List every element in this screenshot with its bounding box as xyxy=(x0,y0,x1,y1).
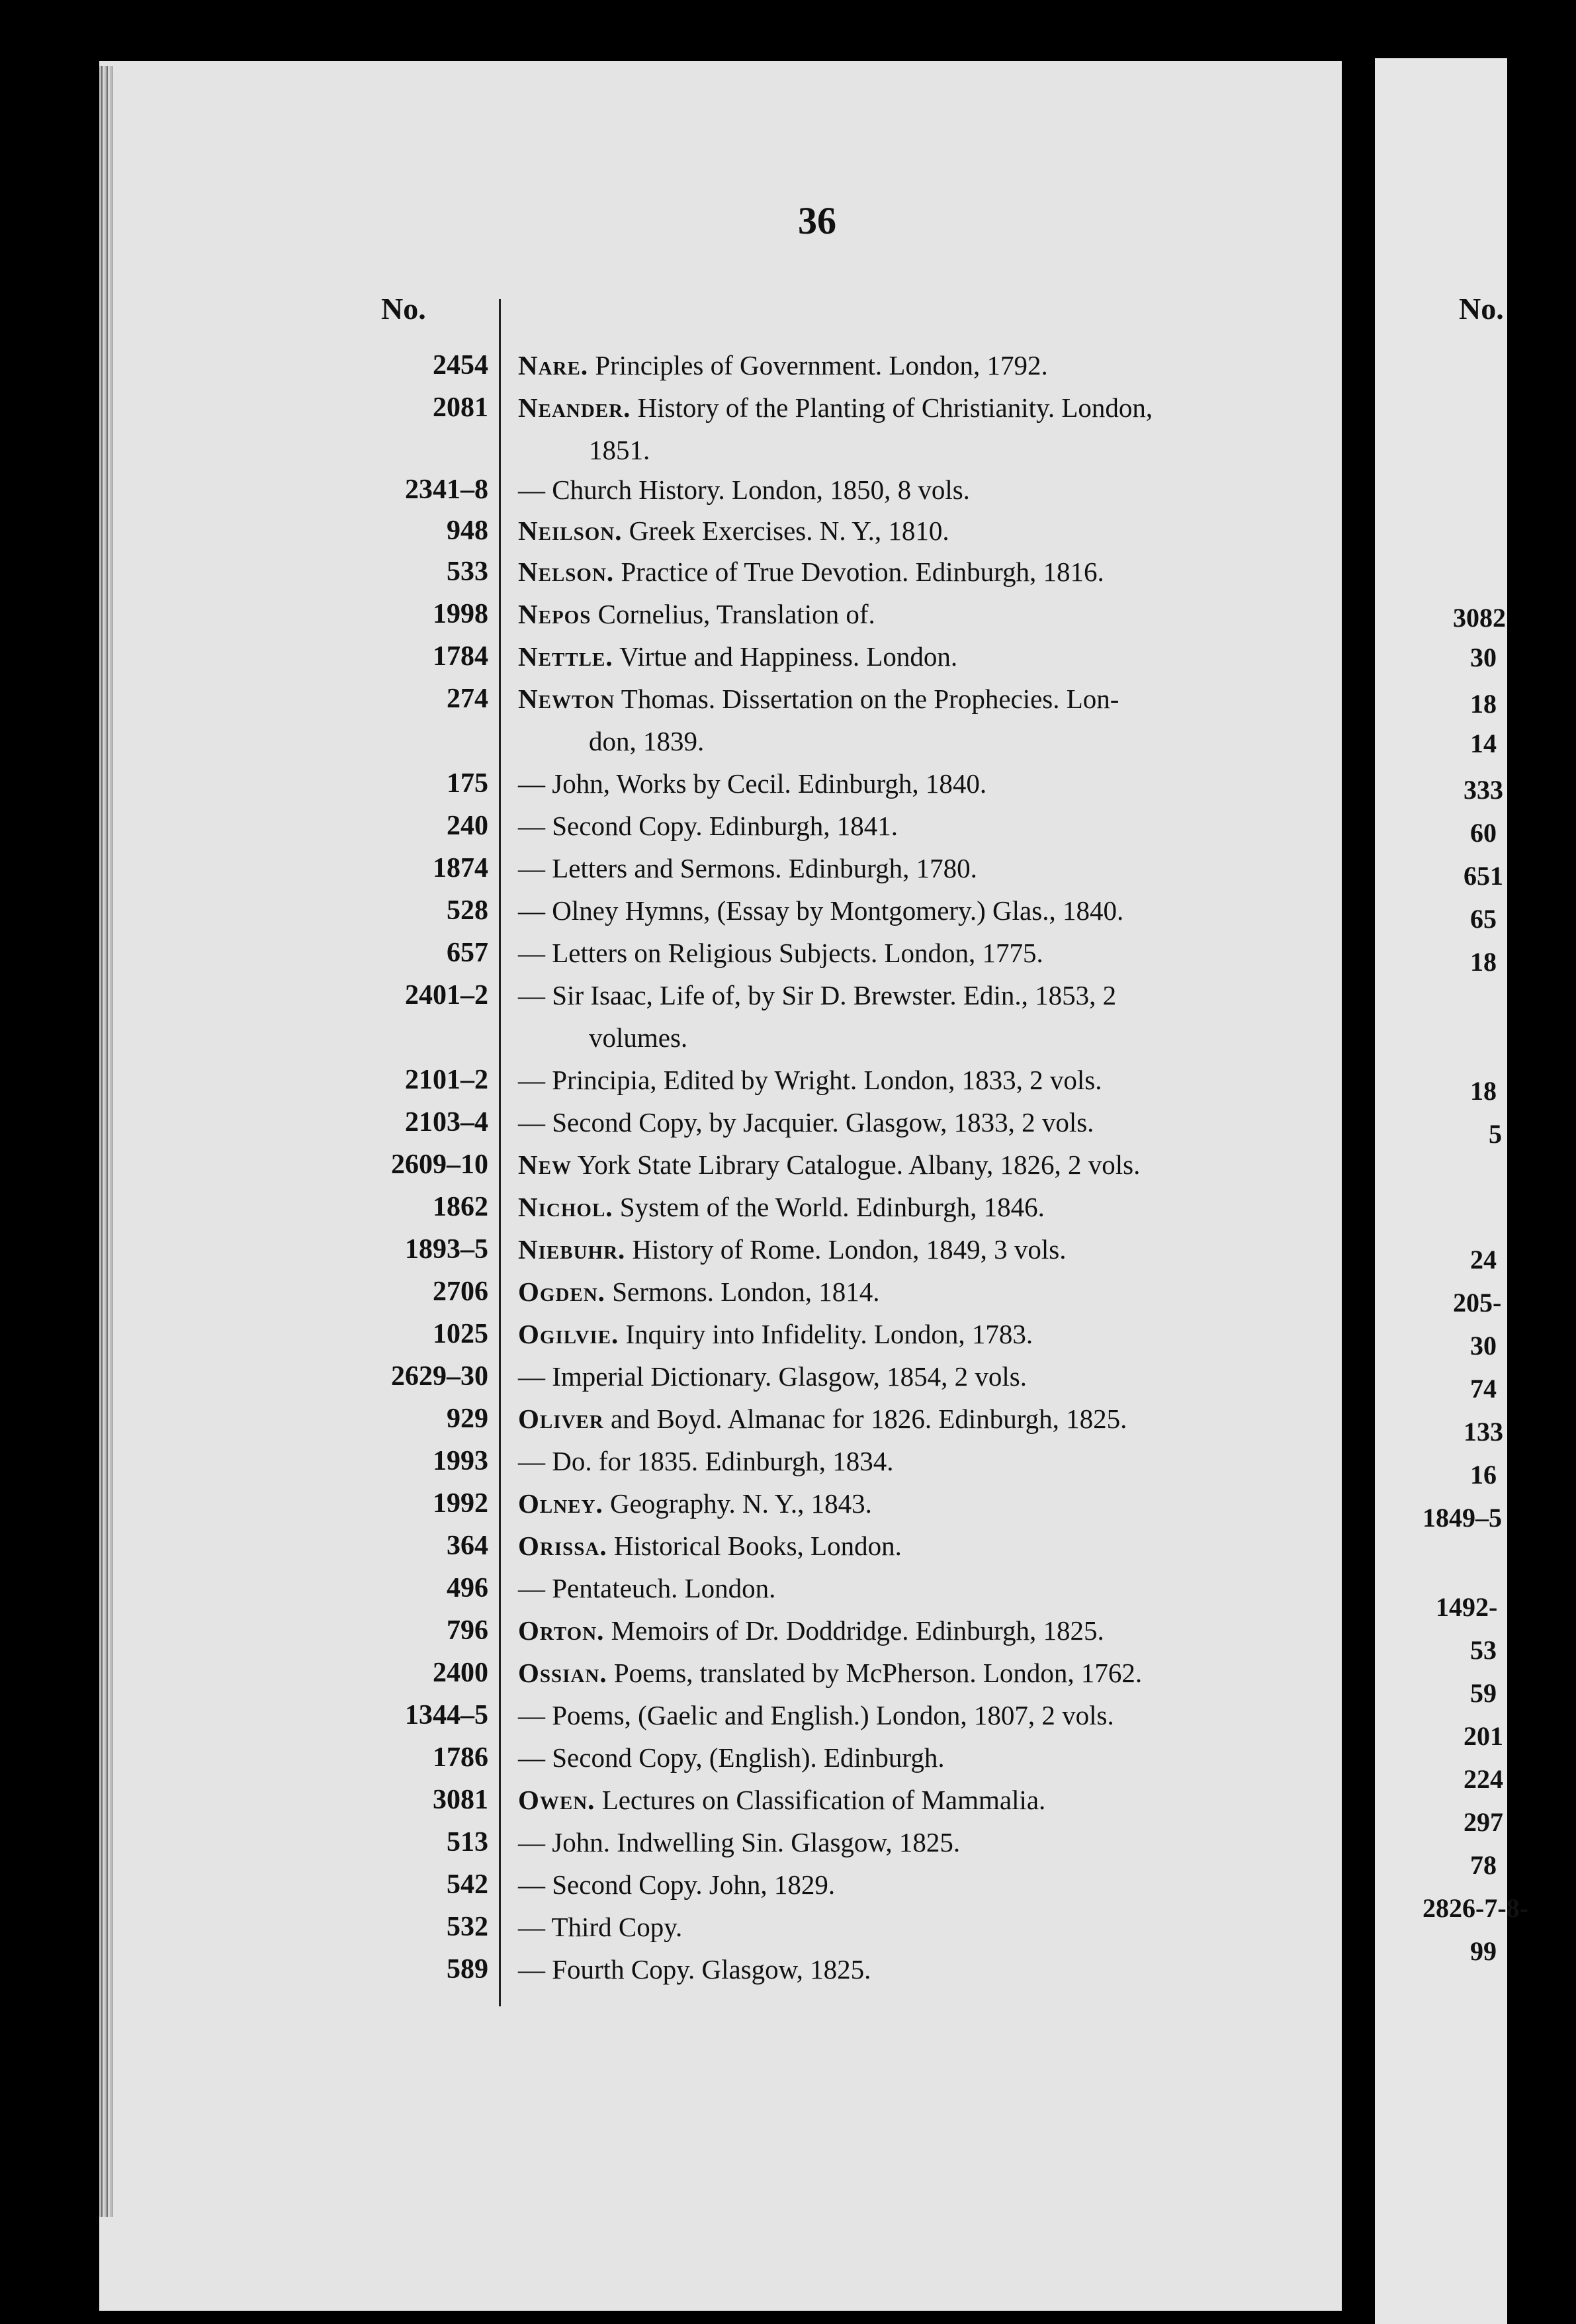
entry-title: — Second Copy, (English). Edinburgh. xyxy=(518,1742,945,1773)
entry-number: 948 xyxy=(447,515,488,546)
entry-number: 3081 xyxy=(433,1785,488,1815)
entry-title: 1851. xyxy=(589,435,650,465)
entry-text xyxy=(518,805,898,847)
catalogue-entry xyxy=(0,386,1507,429)
catalogue-entry xyxy=(0,1906,1507,1948)
entry-author: Nelson. xyxy=(518,557,615,587)
entry-text xyxy=(518,1779,1045,1821)
catalogue-entry xyxy=(0,1694,1507,1736)
catalogue-entry xyxy=(0,678,1507,720)
entry-title: — Second Copy. Edinburgh, 1841. xyxy=(518,811,898,841)
entry-number: 589 xyxy=(447,1954,488,1985)
entry-author: Nepos xyxy=(518,599,591,629)
entry-title: History of the Planting of Christianity. London, xyxy=(637,392,1153,423)
entry-title: — Poems, (Gaelic and English.) London, 1807, 2 vols. xyxy=(518,1700,1114,1730)
entry-number: 364 xyxy=(447,1531,488,1561)
catalogue-entry xyxy=(0,1821,1507,1863)
entry-text xyxy=(518,635,957,678)
facing-page-number: 16 xyxy=(1470,1460,1497,1490)
entry-title: Lectures on Classification of Mammalia. xyxy=(601,1785,1046,1815)
facing-page-number: 224 xyxy=(1464,1764,1503,1794)
facing-page-number: 333 xyxy=(1464,775,1503,805)
facing-page-number: 651 xyxy=(1464,861,1503,891)
entry-author: Niebuhr. xyxy=(518,1234,626,1265)
entry-text xyxy=(518,932,1043,974)
entry-title: York State Library Catalogue. Albany, 1826, 2 vols. xyxy=(577,1149,1141,1180)
facing-page-number: 24 xyxy=(1470,1245,1497,1274)
entry-text xyxy=(518,386,1153,429)
catalogue-entry xyxy=(0,551,1507,593)
entry-title: Historical Books, London. xyxy=(613,1531,902,1561)
page-number: 36 xyxy=(798,199,836,242)
entry-title: — John, Works by Cecil. Edinburgh, 1840. xyxy=(518,768,987,799)
entry-number: 2609–10 xyxy=(391,1149,488,1180)
entry-text xyxy=(518,469,970,511)
facing-page-number: 78 xyxy=(1470,1850,1497,1880)
entry-number: 1344–5 xyxy=(405,1700,488,1730)
entry-number: 796 xyxy=(447,1615,488,1646)
entry-author: Ogilvie. xyxy=(518,1319,619,1349)
catalogue-entry xyxy=(0,1652,1507,1694)
catalogue-entry xyxy=(0,720,1507,762)
facing-page-number: 18 xyxy=(1470,689,1497,719)
catalogue-entry xyxy=(0,1313,1507,1355)
facing-page-number: 14 xyxy=(1470,729,1497,758)
catalogue-entry xyxy=(0,429,1507,471)
entry-title: — Olney Hymns, (Essay by Montgomery.) Glas., 1840. xyxy=(518,895,1124,926)
entry-text xyxy=(518,889,1123,932)
entry-number: 1786 xyxy=(433,1742,488,1773)
entry-text xyxy=(518,1863,835,1906)
entry-title: Practice of True Devotion. Edinburgh, 1816. xyxy=(621,557,1104,587)
facing-page-number: 99 xyxy=(1470,1936,1497,1966)
facing-page-number: 65 xyxy=(1470,904,1497,934)
catalogue-entry xyxy=(0,1863,1507,1906)
facing-page-number: 74 xyxy=(1470,1374,1497,1404)
entry-number: 542 xyxy=(447,1869,488,1900)
entry-number: 1998 xyxy=(433,599,488,629)
entry-title: — Sir Isaac, Life of, by Sir D. Brewster. Edin., 1853, 2 xyxy=(518,980,1117,1010)
entry-title: — Second Copy. John, 1829. xyxy=(518,1869,836,1900)
entry-title: — Letters and Sermons. Edinburgh, 1780. xyxy=(518,853,977,883)
catalogue-entry xyxy=(0,1948,1507,1990)
entry-text xyxy=(518,1694,1114,1736)
entry-text xyxy=(518,1736,945,1779)
entry-author: Neander. xyxy=(518,392,631,423)
entry-title: Cornelius, Translation of. xyxy=(597,599,875,629)
entry-number: 175 xyxy=(447,768,488,799)
entry-number: 1784 xyxy=(433,641,488,672)
entry-title: — Pentateuch. London. xyxy=(518,1573,776,1603)
entry-number: 532 xyxy=(447,1912,488,1942)
facing-page-number: 18 xyxy=(1470,1076,1497,1106)
catalogue-entry xyxy=(0,1271,1507,1313)
catalogue-entry xyxy=(0,1059,1507,1101)
entry-number: 2629–30 xyxy=(391,1361,488,1392)
facing-page-column-header: No. xyxy=(1459,292,1504,326)
entry-title: and Boyd. Almanac for 1826. Edinburgh, 1825. xyxy=(611,1404,1127,1434)
facing-page-number: 205- xyxy=(1453,1288,1502,1318)
entry-text xyxy=(518,1398,1127,1440)
entry-number: 929 xyxy=(447,1404,488,1434)
entry-title: — Letters on Religious Subjects. London, 1775. xyxy=(518,938,1043,968)
entry-text xyxy=(518,1652,1142,1694)
facing-page-number: 1849–5 xyxy=(1423,1503,1502,1533)
entry-title: — Church History. London, 1850, 8 vols. xyxy=(518,474,970,505)
entry-title: — Imperial Dictionary. Glasgow, 1854, 2 vols. xyxy=(518,1361,1027,1392)
entry-text xyxy=(518,1525,902,1567)
entry-number: 2341–8 xyxy=(405,474,488,505)
entry-number: 2101–2 xyxy=(405,1065,488,1095)
entry-number: 274 xyxy=(447,684,488,714)
entry-title: — John. Indwelling Sin. Glasgow, 1825. xyxy=(518,1827,961,1857)
entry-text xyxy=(518,1101,1094,1143)
entry-title: Inquiry into Infidelity. London, 1783. xyxy=(625,1319,1033,1349)
entry-title: — Principia, Edited by Wright. London, 1833, 2 vols. xyxy=(518,1065,1102,1095)
entry-title: Virtue and Happiness. London. xyxy=(619,641,958,672)
entry-number: 528 xyxy=(447,895,488,926)
catalogue-entry xyxy=(0,762,1507,805)
entry-title: don, 1839. xyxy=(589,726,705,756)
entry-text xyxy=(518,847,977,889)
catalogue-entry xyxy=(0,1567,1507,1609)
entry-text xyxy=(518,344,1048,386)
entry-title: History of Rome. London, 1849, 3 vols. xyxy=(632,1234,1067,1265)
entry-text xyxy=(518,1821,960,1863)
catalogue-entry xyxy=(0,469,1507,511)
entry-number: 1025 xyxy=(433,1319,488,1349)
entry-text xyxy=(589,1016,687,1059)
entry-title: Greek Exercises. N. Y., 1810. xyxy=(629,515,949,546)
catalogue-entry xyxy=(0,344,1507,386)
catalogue-entry xyxy=(0,1228,1507,1271)
entry-author: Orissa. xyxy=(518,1531,607,1561)
entry-text xyxy=(518,1482,872,1525)
entry-text xyxy=(518,1059,1102,1101)
catalogue-entry xyxy=(0,974,1507,1016)
entry-title: — Second Copy, by Jacquier. Glasgow, 1833, 2 vols. xyxy=(518,1107,1094,1138)
catalogue-entry xyxy=(0,1482,1507,1525)
entry-text xyxy=(589,720,704,762)
entry-text xyxy=(518,1355,1027,1398)
entry-author: Nettle. xyxy=(518,641,613,672)
catalogue-entry xyxy=(0,510,1507,552)
entry-title: System of the World. Edinburgh, 1846. xyxy=(619,1192,1045,1222)
entry-title: Memoirs of Dr. Doddridge. Edinburgh, 1825. xyxy=(611,1615,1104,1646)
entry-text xyxy=(518,1609,1104,1652)
entry-author: Nare. xyxy=(518,350,589,380)
entry-number: 2081 xyxy=(433,392,488,423)
facing-page-number: 53 xyxy=(1470,1635,1497,1665)
catalogue-entry xyxy=(0,1186,1507,1228)
entry-title: Poems, translated by McPherson. London, 1762. xyxy=(613,1658,1143,1688)
catalogue-entry xyxy=(0,635,1507,678)
catalogue-entry xyxy=(0,932,1507,974)
facing-page-number: 18 xyxy=(1470,947,1497,977)
catalogue-entry xyxy=(0,805,1507,847)
entry-text xyxy=(518,1228,1067,1271)
entry-title: volumes. xyxy=(589,1022,688,1053)
catalogue-entry xyxy=(0,1355,1507,1398)
facing-page-number: 3082 xyxy=(1453,603,1506,633)
catalogue-entry xyxy=(0,1143,1507,1186)
entry-text xyxy=(518,1567,775,1609)
entry-text xyxy=(518,593,875,635)
facing-page-number: 5 xyxy=(1489,1119,1502,1149)
catalogue-entry xyxy=(0,1736,1507,1779)
entry-title: Principles of Government. London, 1792. xyxy=(595,350,1048,380)
entry-text xyxy=(518,1313,1033,1355)
catalogue-entry xyxy=(0,593,1507,635)
catalogue-entry xyxy=(0,889,1507,932)
entry-number: 2706 xyxy=(433,1276,488,1307)
entry-number: 2400 xyxy=(433,1658,488,1688)
facing-page-number: 30 xyxy=(1470,1331,1497,1361)
entry-title: Sermons. London, 1814. xyxy=(612,1276,880,1307)
entry-text xyxy=(518,1906,682,1948)
entry-title: — Third Copy. xyxy=(518,1912,683,1942)
catalogue-entry xyxy=(0,1016,1507,1059)
entry-text xyxy=(518,551,1104,593)
entry-number: 1862 xyxy=(433,1192,488,1222)
catalogue-entry xyxy=(0,1779,1507,1821)
entry-author: Ogden. xyxy=(518,1276,605,1307)
facing-page-number: 201 xyxy=(1464,1721,1503,1751)
entry-author: Oliver xyxy=(518,1404,604,1434)
facing-page-number: 297 xyxy=(1464,1807,1503,1837)
entry-number: 1874 xyxy=(433,853,488,883)
entry-number: 1893–5 xyxy=(405,1234,488,1265)
entry-author: Olney. xyxy=(518,1488,603,1519)
catalogue-entry xyxy=(0,1440,1507,1482)
entry-title: Geography. N. Y., 1843. xyxy=(609,1488,872,1519)
entry-text xyxy=(518,1186,1045,1228)
catalogue-entry xyxy=(0,1525,1507,1567)
facing-page-number: 30 xyxy=(1470,643,1497,672)
facing-page-number: 1492- xyxy=(1436,1592,1498,1622)
entry-text xyxy=(518,1143,1140,1186)
entry-author: Nichol. xyxy=(518,1192,613,1222)
entry-text xyxy=(518,678,1119,720)
entry-number: 1992 xyxy=(433,1488,488,1519)
catalogue-entry xyxy=(0,847,1507,889)
catalogue-entry xyxy=(0,1398,1507,1440)
catalogue-entry xyxy=(0,1101,1507,1143)
entry-title: Thomas. Dissertation on the Prophecies. Lon- xyxy=(621,684,1119,714)
entry-text xyxy=(518,974,1116,1016)
entry-author: Ossian. xyxy=(518,1658,607,1688)
facing-page-number: 60 xyxy=(1470,818,1497,848)
entry-number: 2401–2 xyxy=(405,980,488,1010)
catalogue-entry xyxy=(0,1609,1507,1652)
entry-text xyxy=(518,1440,894,1482)
entry-author: Neilson. xyxy=(518,515,623,546)
entry-number: 496 xyxy=(447,1573,488,1603)
facing-page-number: 133 xyxy=(1464,1417,1503,1447)
entry-number: 1993 xyxy=(433,1446,488,1476)
entry-number: 657 xyxy=(447,938,488,968)
entry-author: Newton xyxy=(518,684,615,714)
entry-number: 533 xyxy=(447,557,488,587)
entry-number: 513 xyxy=(447,1827,488,1857)
entry-author: Owen. xyxy=(518,1785,595,1815)
entry-text xyxy=(518,1271,879,1313)
entry-author: Orton. xyxy=(518,1615,605,1646)
entry-number: 240 xyxy=(447,811,488,841)
entry-text xyxy=(518,1948,871,1990)
entry-title: — Fourth Copy. Glasgow, 1825. xyxy=(518,1954,871,1985)
facing-page-number: 2826-7-8- xyxy=(1423,1893,1528,1923)
entry-text xyxy=(518,510,949,552)
entry-text xyxy=(589,429,650,471)
entry-text xyxy=(518,762,986,805)
number-column-header: No. xyxy=(381,292,426,326)
entry-number: 2454 xyxy=(433,350,488,380)
entry-number: 2103–4 xyxy=(405,1107,488,1138)
entry-author: New xyxy=(518,1149,572,1180)
facing-page-number: 59 xyxy=(1470,1678,1497,1708)
entry-title: — Do. for 1835. Edinburgh, 1834. xyxy=(518,1446,894,1476)
